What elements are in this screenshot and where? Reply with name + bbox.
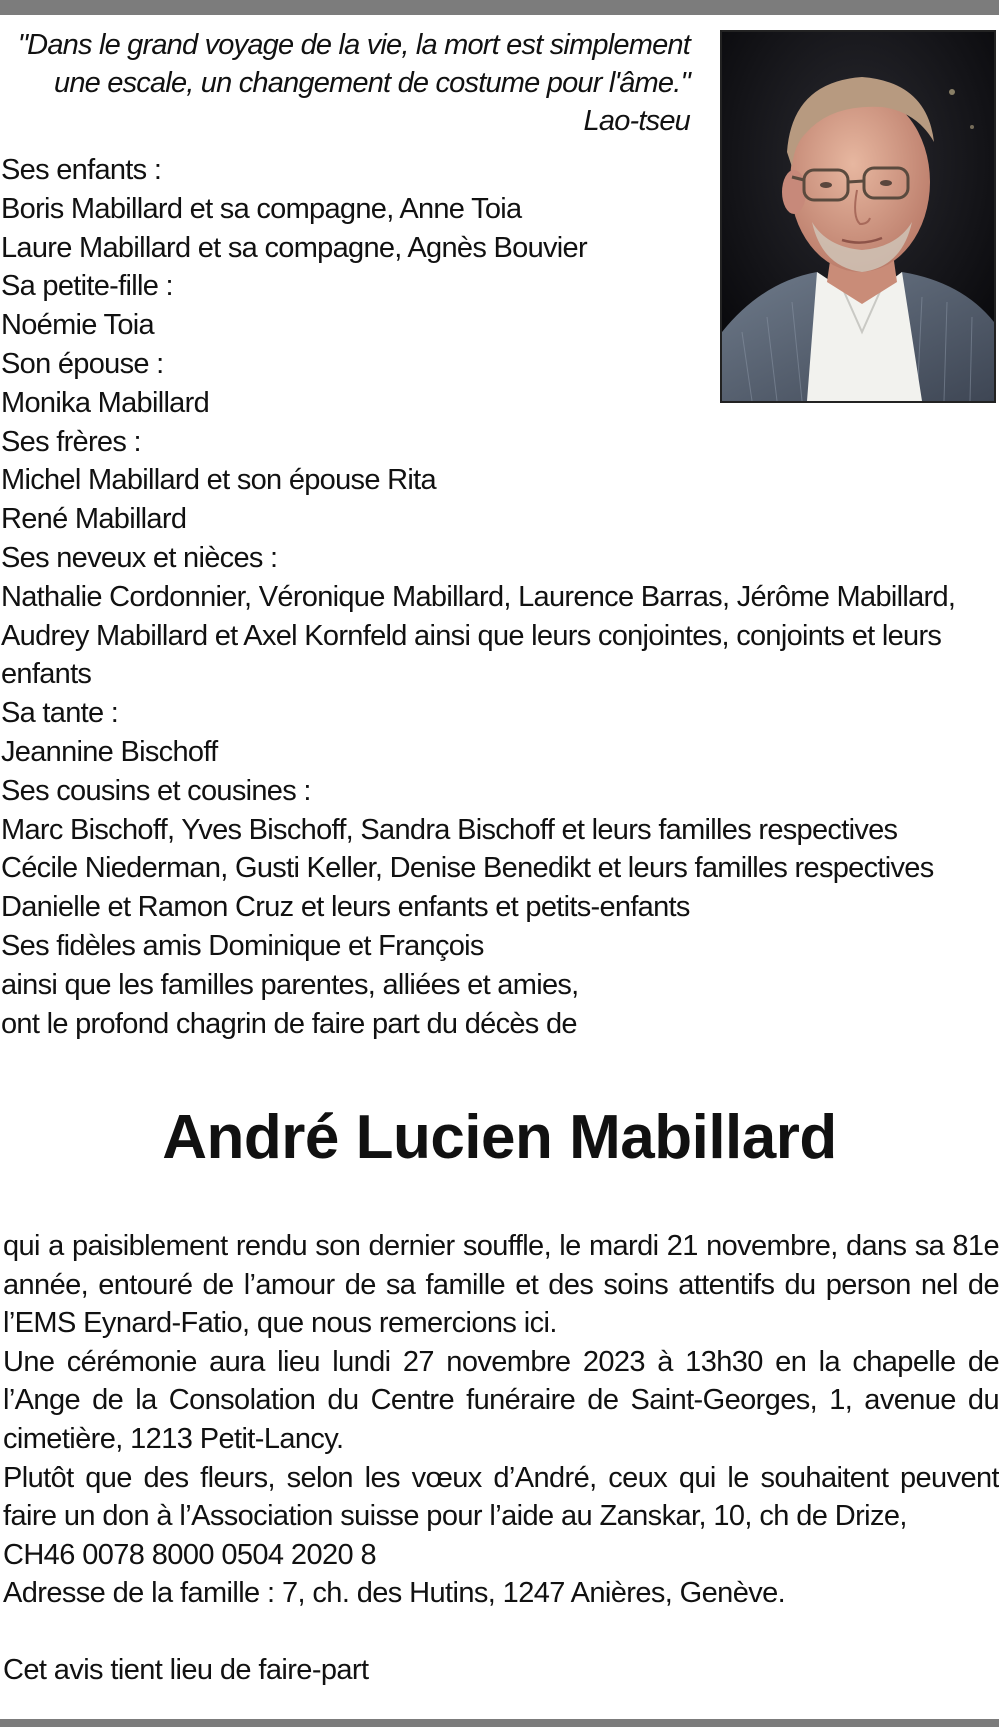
deceased-name: André Lucien Mabillard xyxy=(162,1103,837,1172)
family-line: Jeannine Bischoff xyxy=(1,735,218,768)
passing-paragraph: qui a paisiblement rendu son dernier souffle, le mardi 21 novembre, dans sa 81e année, entouré de l’amour de sa famille et des soins attentifs du person nel de l’EMS Eynard-Fatio, que nous remercions ici. xyxy=(3,1230,999,1340)
family-line: Marc Bischoff, Yves Bischoff, Sandra Bischoff et leurs familles respectives xyxy=(1,813,898,846)
iban-line: CH46 0078 8000 0504 2020 8 xyxy=(3,1538,377,1571)
quote-line-2: une escale, un changement de costume pour l'âme." xyxy=(54,67,690,99)
family-line: ont le profond chagrin de faire part du décès de xyxy=(1,1007,577,1040)
family-list xyxy=(1,151,996,1043)
family-line: Monika Mabillard xyxy=(1,386,209,419)
family-line: ainsi que les familles parentes, alliées et amies, xyxy=(1,968,579,1001)
quote-author: Lao-tseu xyxy=(583,105,690,137)
announcement-details xyxy=(3,1227,999,1613)
bottom-rule xyxy=(0,1719,999,1727)
family-line: Ses neveux et nièces : xyxy=(1,541,278,574)
family-line: Ses fidèles amis Dominique et François xyxy=(1,929,484,962)
family-line: Cécile Niederman, Gusti Keller, Denise Benedikt et leurs familles respectives xyxy=(1,852,934,885)
ceremony-paragraph: Une cérémonie aura lieu lundi 27 novembre 2023 à 13h30 en la chapelle de l’Ange de la Consolation du Centre funéraire de Saint-Georges, 1, avenue du cimetière, 1213 Petit-Lancy. xyxy=(3,1345,999,1455)
family-line: Danielle et Ramon Cruz et leurs enfants et petits-enfants xyxy=(1,891,690,924)
family-line: Ses enfants : xyxy=(1,154,162,186)
family-line: Ses frères : xyxy=(1,425,141,458)
epigraph-quote xyxy=(2,26,690,140)
donation-paragraph: Plutôt que des fleurs, selon les vœux d’André, ceux qui le souhaitent peuvent faire un don à l’Association suisse pour l’aide au Zanskar, 10, ch de Drize, xyxy=(3,1461,999,1533)
family-line: Ses cousins et cousines : xyxy=(1,774,311,807)
family-line: Noémie Toia xyxy=(1,309,154,342)
family-line: Sa petite-fille : xyxy=(1,270,173,303)
family-line: Laure Mabillard et sa compagne, Agnès Bouvier xyxy=(1,231,587,264)
family-line: Son épouse : xyxy=(1,347,164,380)
family-line: Sa tante : xyxy=(1,697,119,730)
closing-note: Cet avis tient lieu de faire-part xyxy=(3,1654,369,1686)
family-line: Michel Mabillard et son épouse Rita xyxy=(1,464,436,497)
top-rule xyxy=(0,0,999,15)
quote-line-1: "Dans le grand voyage de la vie, la mort est simplement xyxy=(17,29,690,61)
family-line: René Mabillard xyxy=(1,503,187,536)
family-line: Nathalie Cordonnier, Véronique Mabillard, Laurence Barras, Jérôme Mabillard, Audrey Mabillard et Axel Kornfeld ainsi que leurs conjointes, conjoints et leurs enfants xyxy=(1,580,956,691)
family-address: Adresse de la famille : 7, ch. des Hutins, 1247 Anières, Genève. xyxy=(3,1577,786,1610)
family-line: Boris Mabillard et sa compagne, Anne Toia xyxy=(1,192,522,225)
